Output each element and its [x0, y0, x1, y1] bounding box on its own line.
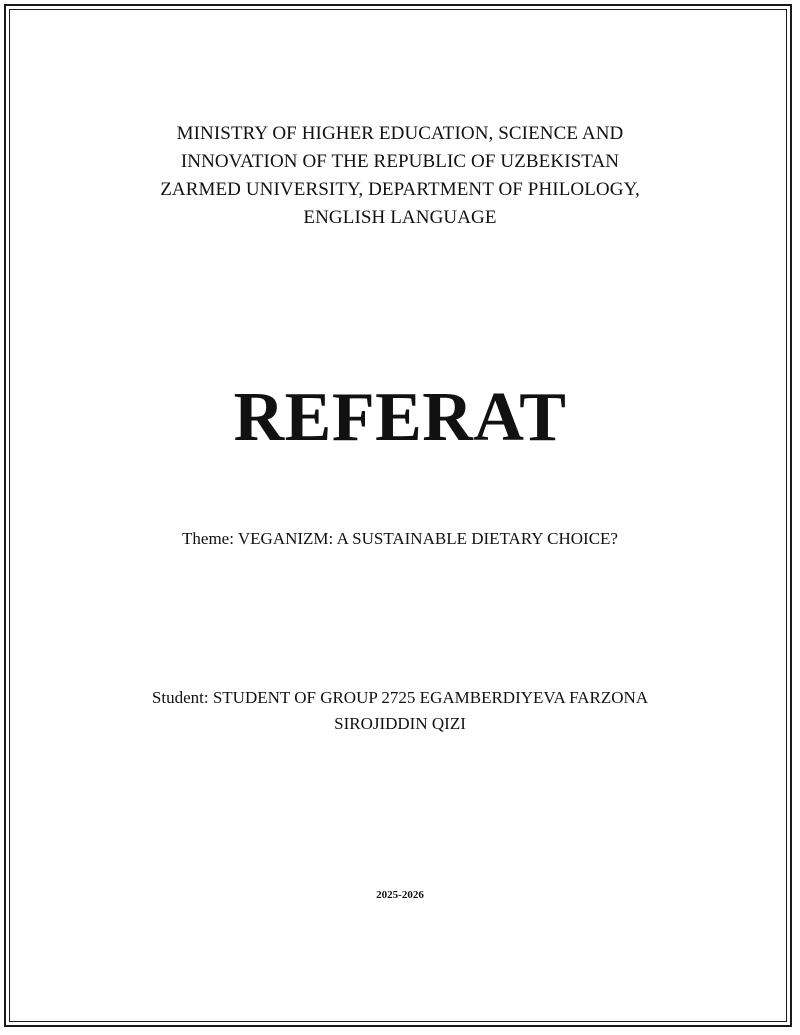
document-title: REFERAT — [233, 379, 567, 456]
institution-header — [0, 120, 800, 232]
header-line: INNOVATION OF THE REPUBLIC OF UZBEKISTAN — [180, 151, 620, 172]
theme-line: Theme: VEGANIZM: A SUSTAINABLE DIETARY CHOICE? — [182, 529, 618, 548]
student-info — [0, 685, 800, 737]
header-line: ZARMED UNIVERSITY, DEPARTMENT OF PHILOLOGY, — [160, 179, 640, 200]
header-line: MINISTRY OF HIGHER EDUCATION, SCIENCE AND — [176, 123, 624, 144]
student-line: SIROJIDDIN QIZI — [334, 714, 466, 733]
student-line: Student: STUDENT OF GROUP 2725 EGAMBERDIYEVA FARZONA — [151, 688, 649, 707]
header-line: ENGLISH LANGUAGE — [303, 207, 497, 228]
academic-year: 2025-2026 — [376, 889, 424, 901]
